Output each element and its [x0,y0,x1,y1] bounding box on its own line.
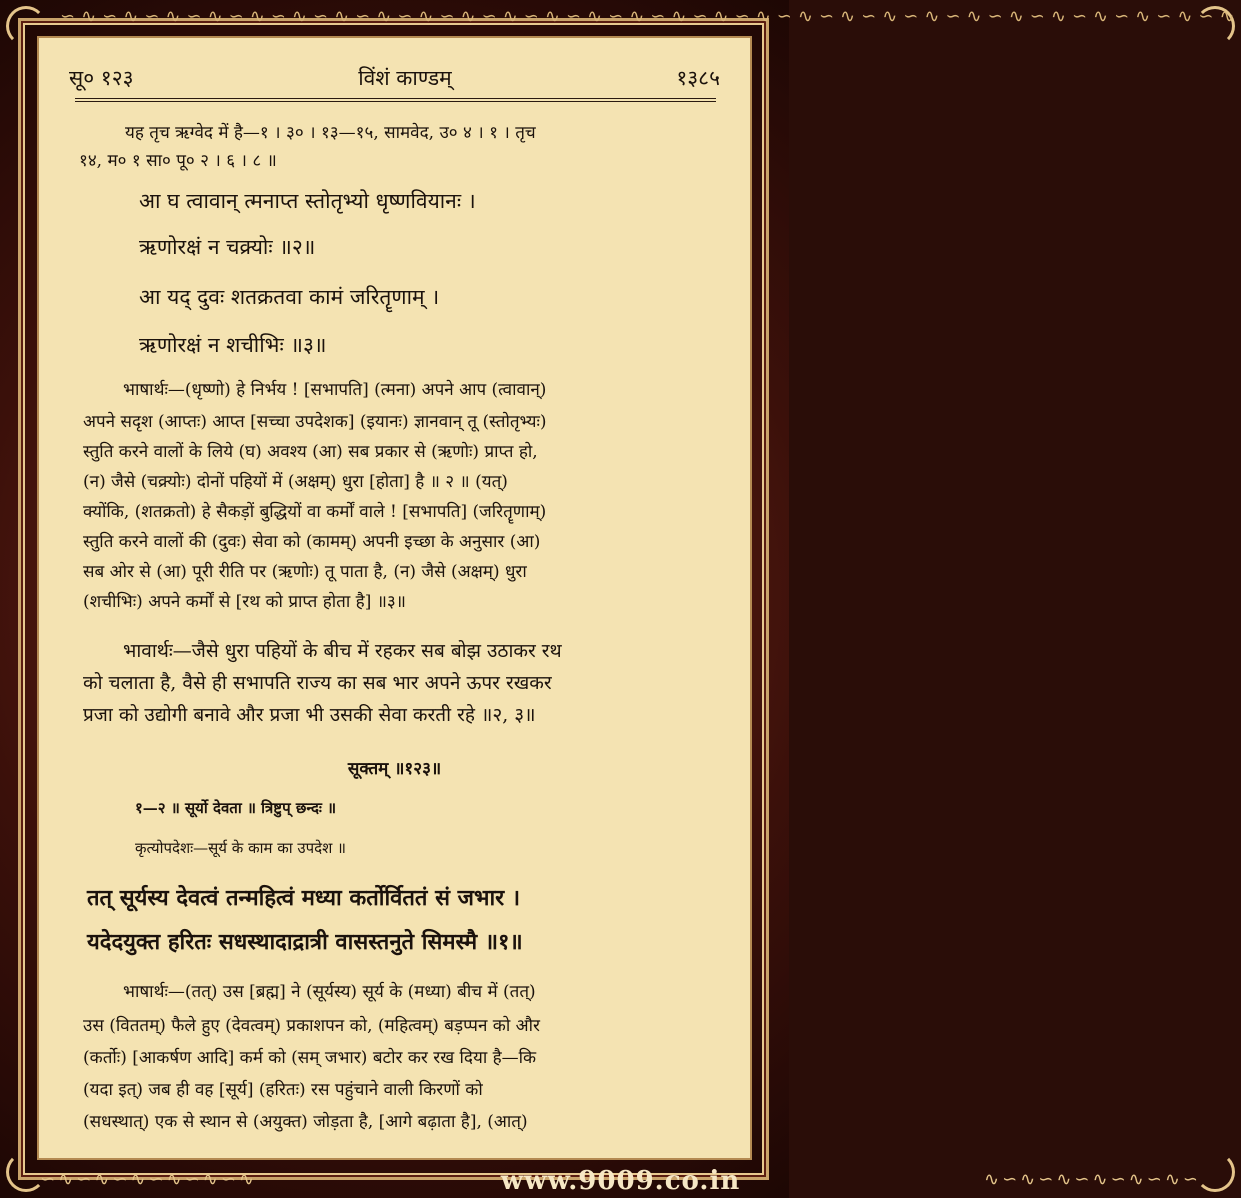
page-header [69,60,720,96]
padarth-line: (न) जैसे (चक्र्योः) दोनों पहियों में (अक्षम्) धुरा [होता] है ॥ २ ॥ (यत्) [83,472,508,492]
bhavarth-line: प्रजा को उद्योगी बनावे और प्रजा भी उसकी सेवा करती रहे ॥२, ३॥ [83,704,536,726]
padarth-line: क्योंकि, (शतक्रतो) हे सैकड़ों बुद्धियों वा कर्मों वाले ! [सभापति] (जरितॄणाम्) [83,502,547,522]
sukta-number: सू० १२३ [69,66,134,90]
padarth-line: (शचीभिः) अपने कर्मों से [रथ को प्राप्त होता है] ॥३॥ [83,592,406,612]
padarth-line: (यदा इत्) जब ही वह [सूर्य] (हरितः) रस पहुंचाने वाली किरणों को [83,1080,483,1100]
header-divider [75,98,716,102]
mantra-line: आ घ त्वावान् त्मनाप्त स्तोतृभ्यो धृष्णवियानः । [139,189,476,213]
mantra-line: यदेदयुक्त हरितः सधस्थादाद्रात्री वासस्तनुते सिमस्मै ॥१॥ [87,929,523,955]
scroll-ornament-icon: ∽∿∽∿∽∿∽∿∽∿∽∿ [40,1169,257,1190]
padarth-line: (कर्तोः) [आकर्षण आदि] कर्म को (सम् जभार) बटोर कर रख दिया है—कि [83,1048,537,1068]
bhavarth-line: भावार्थः—जैसे धुरा पहियों के बीच में रहकर सब बोझ उठाकर रथ [123,640,562,662]
padarth-line: सब ओर से (आ) पूरी रीति पर (ऋणोः) तू पाता है, (न) जैसे (अक्षम्) धुरा [83,562,527,582]
padarth-line: (सधस्थात्) एक से स्थान से (अयुक्त) जोड़ता है, [आगे बढ़ाता है], (आत्) [83,1112,528,1132]
scroll-ornament-icon: ∿∽∿∽∿∽∿∽∿∽∿∽ [984,1169,1201,1190]
bhavarth-line: को चलाता है, वैसे ही सभापति राज्य का सब भार अपने ऊपर रखकर [83,672,552,694]
padarth-line: उस (विततम्) फैले हुए (देवत्वम्) प्रकाशपन को, (महित्वम्) बड़प्पन को और [83,1016,540,1036]
mantra-line: ऋणोरक्षं न चक्र्योः ॥२॥ [139,235,316,259]
mantra-line: आ यद् दुवः शतक्रतवा कामं जरितॄणाम् । [139,285,440,309]
kanda-title: विंशं काण्डम् [358,66,452,90]
book-page [37,36,752,1160]
padarth-line: भाषार्थः—(धृष्णो) हे निर्भय ! [सभापति] (त्मना) अपने आप (त्वावान्) [123,380,547,400]
page-number: १३८५ [676,66,720,90]
sukta-title: सूक्तम् ॥१२३॥ [347,759,442,779]
padarth-line: अपने सदृश (आप्तः) आप्त [सच्चा उपदेशक] (इयानः) ज्ञानवान् तू (स्तोतृभ्यः) [83,412,547,432]
mantra-line: ऋणोरक्षं न शचीभिः ॥३॥ [139,333,327,357]
padarth-line: भाषार्थः—(तत्) उस [ब्रह्म] ने (सूर्यस्य) सूर्य के (मध्या) बीच में (तत्) [123,982,536,1002]
padarth-line: स्तुति करने वालों की (दुवः) सेवा को (कामम्) अपनी इच्छा के अनुसार (आ) [83,532,541,552]
sukta-meta: १—२ ॥ सूर्यो देवता ॥ त्रिष्टुप् छन्दः ॥ [135,799,337,817]
scroll-ornament-icon: ∽∿∽∿∽∿∽∿∽∿∽∿∽∿∽∿∽∿∽∿∽∿∽∿∽∿∽∿∽∿∽∿∽∿∽∿∽∿∽∿∽∿∽∿∽∿∽∿∽∿∽∿∽∿∽∿ [60,6,1241,27]
intro-line: यह तृच ऋग्वेद में है—१ । ३० । १३—१५, सामवेद, उ० ४ । १ । तृच [125,123,536,143]
website-watermark: www.9009.co.in [500,1166,741,1196]
padarth-line: स्तुति करने वालों के लिये (घ) अवश्य (आ) सब प्रकार से (ऋणोः) प्राप्त हो, [83,442,538,462]
sukta-upadesh: कृत्योपदेशः—सूर्य के काम का उपदेश ॥ [135,839,347,857]
intro-line: १४, म० १ सा० पू० २ । ६ । ८ ॥ [79,151,277,171]
mantra-line: तत् सूर्यस्य देवत्वं तन्महित्वं मध्या कर्तोर्विततं सं जभार । [87,885,521,911]
